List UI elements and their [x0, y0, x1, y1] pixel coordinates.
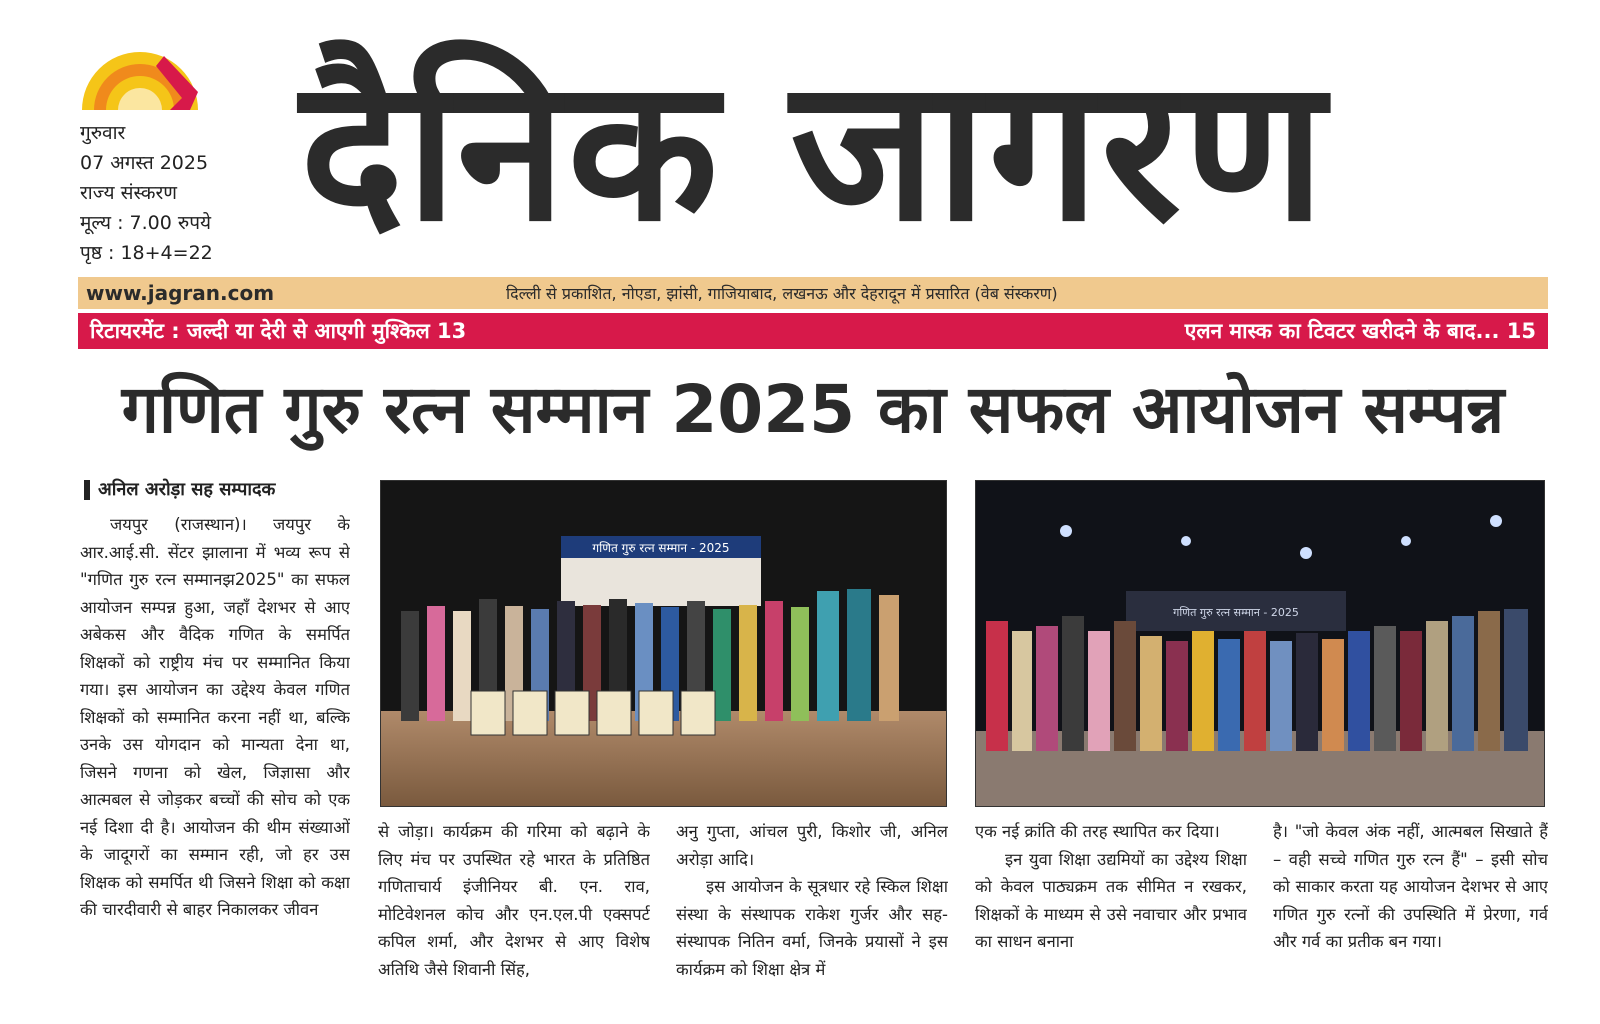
article-byline: अनिल अरोड़ा सह सम्पादक: [84, 480, 275, 500]
edition: राज्य संस्करण: [80, 182, 177, 204]
pages: पृष्ठ : 18+4=22: [80, 242, 213, 264]
publication-note: दिल्ली से प्रकाशित, नोएडा, झांसी, गाजियाबाद, लखनऊ और देहरादून में प्रसारित (वेब संस्करण): [506, 284, 1058, 303]
article-paragraph: है। "जो केवल अंक नहीं, आत्मबल सिखाते हैं – वही सच्चे गणित गुरु रत्न हैं" – इसी सोच को साकार करता यह आयोजन देशभर से आए गणित गुरु रत्नों की उपस्थिति में प्रेरणा, गर्व और गर्व का प्रतीक बन गया।: [1273, 822, 1548, 951]
article-headline: गणित गुरु रत्न सम्मान 2025 का सफल आयोजन सम्पन्न: [121, 371, 1505, 448]
teaser-right[interactable]: एलन मास्क का टिवटर खरीदने के बाद... 15: [1184, 319, 1536, 343]
date: 07 अगस्त 2025: [80, 152, 209, 174]
article-paragraph: एक नई क्रांति की तरह स्थापित कर दिया।: [975, 822, 1220, 841]
article-paragraph: से जोड़ा। कार्यक्रम की गरिमा को बढ़ाने के लिए मंच पर उपस्थित रहे भारत के प्रतिष्ठित गणिताचार्य इंजीनियर बी. एन. राव, मोटिवेशनल कोच और एन.एल.पी एक्सपर्ट कपिल शर्मा, और देशभर से आए विशेष अतिथि जैसे शिवानी सिंह,: [378, 822, 650, 979]
photo2-banner: गणित गुरु रत्न सम्मान - 2025: [1173, 606, 1299, 619]
article-column-2: [378, 818, 650, 983]
article-paragraph: अनु गुप्ता, आंचल पुरी, किशोर जी, अनिल अरोड़ा आदि।: [676, 822, 948, 869]
article-column-1: [80, 511, 350, 981]
article-paragraph: इन युवा शिक्षा उद्यमियों का उद्देश्य शिक्षा को केवल पाठ्यक्रम तक सीमित न रखकर, शिक्षकों के माध्यम से उसे नवाचार और प्रभाव का साधन बनाना: [975, 849, 1247, 951]
article-column-3: [676, 818, 948, 983]
article-column-5: [1273, 818, 1548, 983]
day: गुरुवार: [80, 122, 126, 144]
price: मूल्य : 7.00 रुपये: [80, 212, 212, 234]
article-column-4: [975, 818, 1247, 983]
jagran-logo: [78, 42, 202, 112]
article-paragraph: इस आयोजन के सूत्रधार रहे स्किल शिक्षा संस्था के संस्थापक राकेश गुर्जर और सह-संस्थापक नितिन वर्मा, जिनके प्रयासों ने इस कार्यक्रम को शिक्षा क्षेत्र में: [676, 877, 948, 979]
website-url[interactable]: www.jagran.com: [86, 281, 275, 305]
teaser-bar: [78, 313, 1548, 349]
teaser-left[interactable]: रिटायरमेंट : जल्दी या देरी से आएगी मुश्किल 13: [90, 319, 467, 343]
event-photo-stage-group: [380, 480, 947, 807]
web-bar: [78, 277, 1548, 309]
event-photo-celebration: [975, 480, 1545, 807]
photo1-banner: गणित गुरु रत्न सम्मान - 2025: [592, 541, 730, 555]
date-block: [80, 118, 213, 268]
article-paragraph: जयपुर (राजस्थान)। जयपुर के आर.आई.सी. सेंटर झालाना में भव्य रूप से "गणित गुरु रत्न सम्मानझ2025" का सफल आयोजन सम्पन्न हुआ, जहाँ देशभर से आए अबेकस और वैदिक गणित के समर्पित शिक्षकों को राष्ट्रीय मंच पर सम्मानित किया गया। इस आयोजन का उद्देश्य केवल गणित शिक्षकों को सम्मानित करना नहीं था, बल्कि उनके उस योगदान को मान्यता देना था, जिसने गणना को खेल, जिज्ञासा और आत्मबल से जोड़कर बच्चों की सोच को एक नई दिशा दी है। आयोजन की थीम संख्याओं के जादूगरों का सम्मान रही, जो हर उस शिक्षक को समर्पित थी जिसने शिक्षा को कक्षा की चारदीवारी से बाहर निकालकर जीवन: [80, 515, 350, 919]
masthead-title: दैनिक जागरण: [300, 37, 1327, 265]
